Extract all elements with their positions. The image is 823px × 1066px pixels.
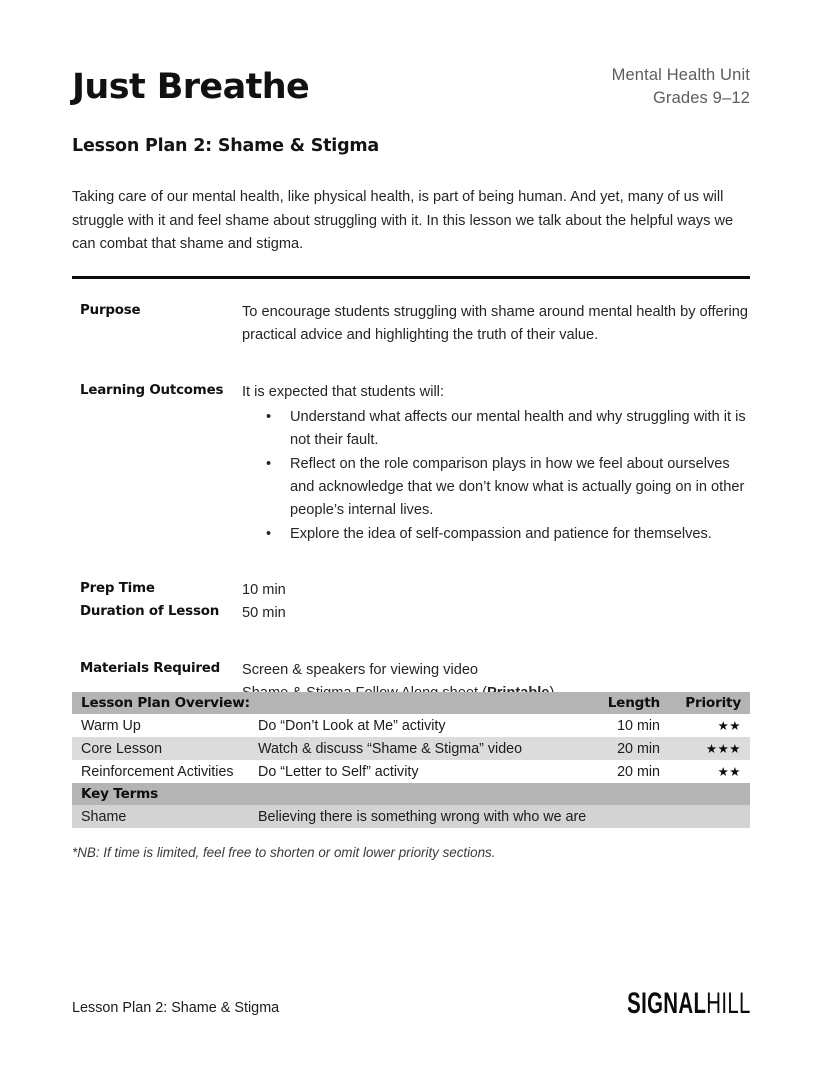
list-item (242, 453, 750, 523)
detail-row-outcomes (72, 381, 750, 546)
table-header-spacer (258, 692, 578, 714)
table-header-row (72, 692, 750, 714)
row-length: 20 min (578, 760, 670, 783)
lesson-intro: Taking care of our mental health, like physical health, is part of being human. And yet, many of us will struggle with it and feel shame about struggling with it. In this lesson we talk about the helpful ways we can combat that shame and stigma. (72, 189, 734, 253)
outcomes-label: Learning Outcomes (80, 382, 224, 398)
detail-row-purpose (72, 301, 750, 348)
outcomes-list (242, 406, 750, 546)
materials-line-1: Screen & speakers for viewing video (242, 661, 479, 678)
purpose-text: To encourage students struggling with shame around mental health by offering practical advice and highlighting the truth of their value. (242, 304, 748, 344)
unit-label: Mental Health Unit (611, 66, 750, 84)
table-row (72, 805, 750, 828)
logo-hill-text: HILL (706, 987, 751, 1020)
logo-signal-text: SIGNAL (627, 987, 707, 1020)
key-terms-spacer (670, 783, 750, 805)
list-item (242, 406, 750, 453)
row-name: Warm Up (72, 714, 258, 737)
outcome-text: Explore the idea of self-compassion and patience for themselves. (290, 525, 712, 542)
row-priority-stars: ★★ (670, 714, 750, 737)
row-name: Core Lesson (72, 737, 258, 760)
key-term-definition: Believing there is something wrong with who we are (258, 805, 750, 828)
column-header-priority: Priority (670, 692, 750, 714)
lesson-details (72, 301, 750, 705)
table-section-header-key-terms (72, 783, 750, 805)
row-length: 20 min (578, 737, 670, 760)
header-divider (72, 276, 750, 279)
bullet-icon: • (266, 409, 272, 426)
outcome-text: Reflect on the role comparison plays in how we feel about ourselves and acknowledge that we don’t know what is actually going on in other people’s internal lives. (290, 455, 745, 519)
spacer (72, 348, 750, 381)
bullet-icon: • (266, 525, 272, 542)
spacer (72, 626, 750, 659)
detail-row-prep-time (72, 579, 750, 602)
prep-time-value: 10 min (242, 582, 286, 599)
outcomes-intro: It is expected that students will: (242, 383, 444, 400)
duration-label: Duration of Lesson (80, 604, 220, 620)
row-length: 10 min (578, 714, 670, 737)
spacer (72, 546, 750, 579)
priority-note: *NB: If time is limited, feel free to shorten or omit lower priority sections. (72, 845, 496, 860)
duration-value: 50 min (242, 605, 286, 622)
outcome-text: Understand what affects our mental health and why struggling with it is not their fault. (290, 409, 746, 449)
outcomes-value (242, 381, 750, 546)
key-terms-spacer (578, 783, 670, 805)
purpose-label: Purpose (80, 303, 141, 318)
list-item (242, 523, 750, 546)
header-meta (612, 62, 750, 111)
materials-label: Materials Required (80, 660, 221, 676)
brand-title: Just Breathe (72, 67, 310, 107)
table-row (72, 760, 750, 783)
column-header-length: Length (578, 692, 670, 714)
key-terms-spacer (258, 783, 578, 805)
table-title: Lesson Plan Overview: (72, 692, 258, 714)
lesson-heading: Lesson Plan 2: Shame & Stigma (72, 136, 380, 156)
detail-row-duration (72, 602, 750, 625)
row-description: Watch & discuss “Shame & Stigma” video (258, 737, 578, 760)
lesson-overview-table (72, 692, 750, 828)
row-description: Do “Don’t Look at Me” activity (258, 714, 578, 737)
footer-label: Lesson Plan 2: Shame & Stigma (72, 1000, 280, 1016)
key-term-name: Shame (72, 805, 258, 828)
grades-label: Grades 9–12 (652, 89, 750, 108)
signalhill-logo (627, 989, 751, 1019)
page-header (72, 62, 750, 111)
table-row (72, 714, 750, 737)
row-description: Do “Letter to Self” activity (258, 760, 578, 783)
bullet-icon: • (266, 455, 272, 472)
row-priority-stars: ★★ (670, 760, 750, 783)
row-priority-stars: ★★★ (670, 737, 750, 760)
row-name: Reinforcement Activities (72, 760, 258, 783)
key-terms-title: Key Terms (72, 783, 258, 805)
prep-time-label: Prep Time (80, 581, 155, 597)
purpose-value (242, 301, 750, 348)
table-row (72, 737, 750, 760)
